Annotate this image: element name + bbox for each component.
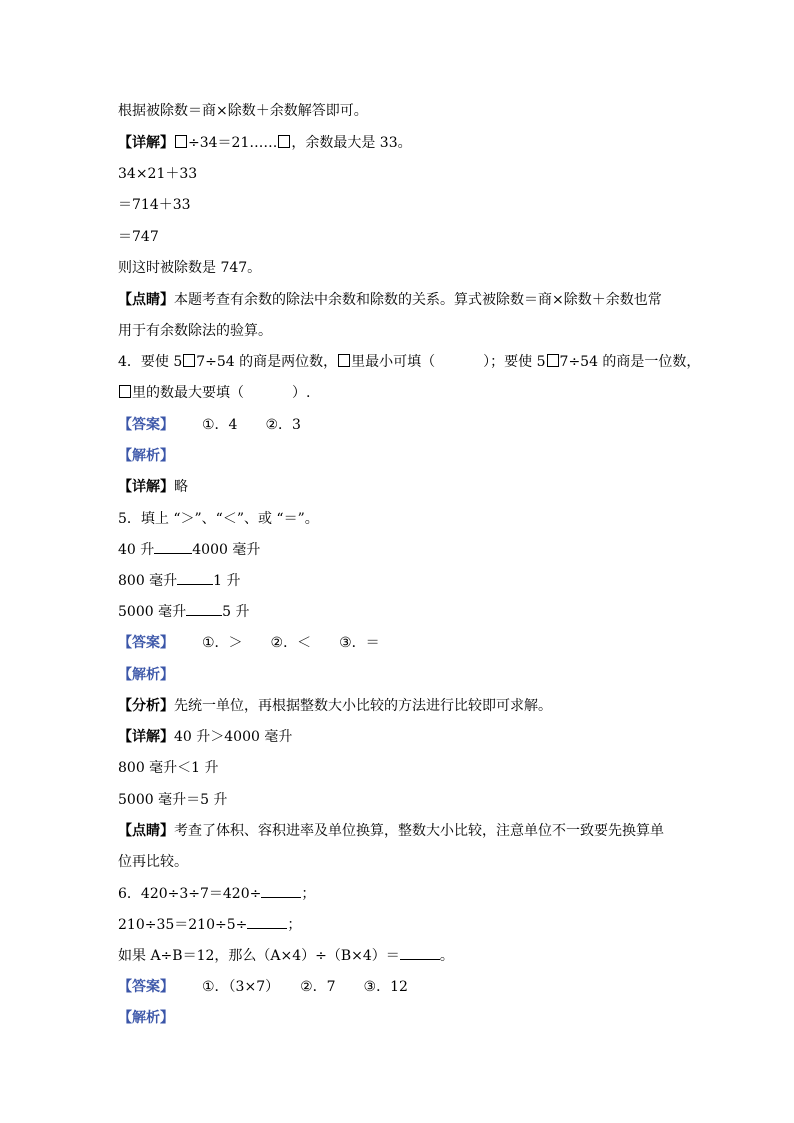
q4-text: ）；要使 5 (483, 354, 546, 370)
dianjing-line (118, 821, 664, 841)
detail-line (118, 133, 412, 153)
q6-text: ； (287, 917, 302, 933)
q5-right: 1 升 (213, 573, 241, 589)
q5-left: 40 升 (118, 542, 155, 558)
fill-blank (261, 884, 301, 898)
detail-tag: 【详解】 (118, 135, 174, 151)
dianjing-text: 用于有余数除法的验算。 (118, 323, 272, 339)
blank-box (175, 135, 187, 148)
answer-text: ①．＞ ②．＜ ③．＝ (202, 635, 380, 651)
q6-text: 。 (439, 948, 454, 964)
conclusion-text: 则这时被除数是 747。 (118, 260, 262, 276)
q5-item (118, 602, 249, 622)
analysis-text: 根据被除数＝商×除数＋余数解答即可。 (118, 103, 368, 119)
dianjing-tag: 【点睛】 (118, 292, 174, 308)
q5-right: 5 升 (222, 604, 250, 620)
q5-right: 4000 毫升 (192, 542, 261, 558)
detail-text: 略 (174, 479, 188, 495)
q6-text: 210÷35＝210÷5÷ (118, 917, 248, 933)
detail-text: ÷34＝21…… (188, 135, 278, 151)
fill-blank (177, 571, 213, 585)
text-line (118, 758, 219, 778)
dianjing-line (118, 290, 662, 310)
q4-text: 7÷54 的商是两位数， (196, 354, 338, 370)
detail-line (118, 477, 188, 497)
q6-text: 如果 A÷B＝12，那么（A×4）÷（B×4）＝ (118, 948, 400, 964)
blank-box (119, 385, 131, 398)
answer-line (118, 977, 408, 997)
question-4 (118, 352, 700, 372)
jiexi-line (118, 1008, 174, 1028)
fill-blank (400, 946, 440, 960)
q4-text: 4．要使 5 (118, 354, 183, 370)
answer-text: ①．4 ②．3 (202, 417, 301, 433)
answer-tag: 【答案】 (118, 979, 174, 995)
q5-item (118, 540, 260, 560)
question-6 (118, 915, 301, 935)
q5-left: 800 毫升 (118, 573, 178, 589)
jiexi-line (118, 446, 174, 466)
q4-text: 7÷54 的商是一位数， (559, 354, 701, 370)
answer-tag: 【答案】 (118, 417, 174, 433)
blank-box (547, 354, 559, 367)
question-5 (118, 509, 319, 529)
q6-text: ； (301, 886, 316, 902)
blank-box (278, 135, 290, 148)
answer-line (118, 415, 301, 435)
jiexi-line (118, 665, 174, 685)
q6-text: 6．420÷3÷7＝420÷ (118, 886, 262, 902)
fill-blank (154, 540, 192, 554)
fill-blank (247, 915, 287, 929)
text-line (118, 321, 272, 341)
jiexi-tag: 【解析】 (118, 448, 174, 464)
equation: ＝747 (118, 229, 159, 245)
question-4-cont (118, 383, 310, 403)
answer-tag: 【答案】 (118, 635, 174, 651)
detail-tag: 【详解】 (118, 479, 174, 495)
question-6 (118, 946, 454, 966)
text-line (118, 101, 368, 121)
equation: ＝714＋33 (118, 197, 191, 213)
jiexi-tag: 【解析】 (118, 1010, 174, 1026)
fenxi-line (118, 696, 552, 716)
text-line (118, 258, 261, 278)
detail-tag: 【详解】 (118, 729, 174, 745)
detail-line (118, 727, 292, 747)
dianjing-text: 本题考查有余数的除法中余数和除数的关系。算式被除数＝商×除数＋余数也常 (174, 292, 662, 308)
text-line (118, 790, 227, 810)
equation: 34×21＋33 (118, 166, 198, 182)
q5-item (118, 571, 241, 591)
text-line (118, 852, 188, 872)
dianjing-tag: 【点睛】 (118, 823, 174, 839)
dianjing-text: 考查了体积、容积进率及单位换算，整数大小比较，注意单位不一致要先换算单 (174, 823, 664, 839)
blank-box (183, 354, 195, 367)
text-line (118, 195, 191, 215)
detail-text: 800 毫升＜1 升 (118, 760, 219, 776)
detail-text: 5000 毫升＝5 升 (118, 792, 228, 808)
text-line (118, 164, 197, 184)
fenxi-tag: 【分析】 (118, 698, 174, 714)
detail-text: 40 升＞4000 毫升 (174, 729, 293, 745)
text-line (118, 227, 159, 247)
blank-box (338, 354, 350, 367)
question-6 (118, 884, 315, 904)
q5-text: 5．填上 “＞”、“＜”、或 “＝”。 (118, 511, 319, 527)
answer-line (118, 633, 380, 653)
jiexi-tag: 【解析】 (118, 667, 174, 683)
detail-text: ，余数最大是 33。 (291, 135, 412, 151)
q5-left: 5000 毫升 (118, 604, 187, 620)
dianjing-text: 位再比较。 (118, 854, 188, 870)
answer-text: ①．（3×7） ②．7 ③．12 (202, 979, 408, 995)
fenxi-text: 先统一单位，再根据整数大小比较的方法进行比较即可求解。 (174, 698, 552, 714)
q4-text: ）. (292, 385, 311, 401)
fill-blank (186, 602, 222, 616)
q4-text: 里的数最大要填（ (132, 385, 244, 401)
q4-text: 里最小可填（ (351, 354, 436, 370)
